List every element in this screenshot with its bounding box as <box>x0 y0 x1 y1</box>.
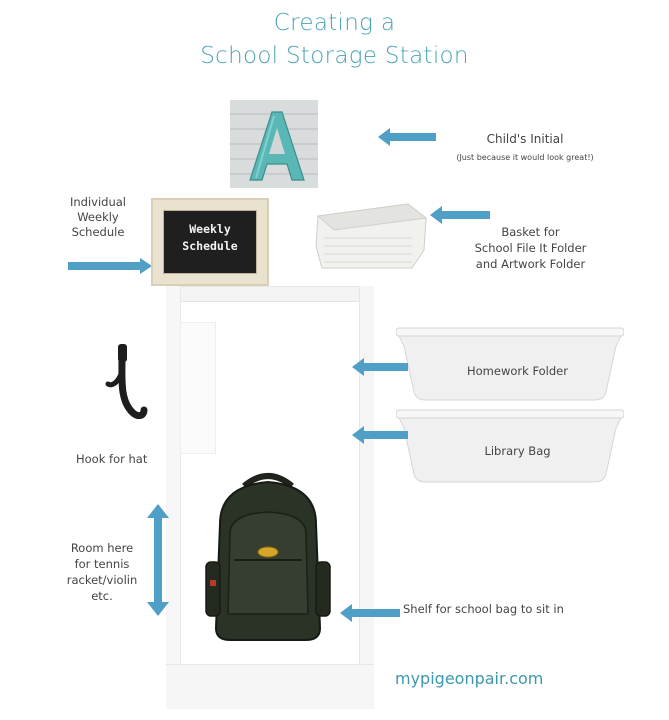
schedule-label <box>58 195 138 240</box>
chalkboard-line-1: Weekly <box>189 222 231 236</box>
chalkboard-text <box>164 221 256 255</box>
library-label: Library Bag <box>484 444 551 458</box>
initial-letter-image <box>230 100 318 188</box>
chalkboard-surface <box>163 210 257 274</box>
brand-watermark: mypigeonpair.com <box>395 669 544 688</box>
room-label-line-3: racket/violin <box>66 573 138 587</box>
room-label-line-2: for tennis <box>74 557 130 571</box>
arrow-library-icon <box>352 426 408 444</box>
hook-label: Hook for hat <box>76 452 148 466</box>
arrow-basket-icon <box>430 206 490 224</box>
title-line-2: School Storage Station <box>200 43 469 69</box>
basket-label-line-3: and Artwork Folder <box>475 257 586 271</box>
basket-label-line-1: Basket for <box>501 225 560 239</box>
wall-hook-image <box>100 340 150 426</box>
initial-label: Child's Initial <box>486 132 564 146</box>
schedule-label-line-3: Schedule <box>71 225 125 239</box>
arrow-schedule-icon <box>68 258 152 274</box>
shelf-label: Shelf for school bag to sit in <box>403 602 564 616</box>
title-line-1: Creating a <box>273 10 396 36</box>
weekly-schedule-chalkboard <box>151 198 269 286</box>
school-bag-image <box>200 464 336 644</box>
initial-note: (Just because it would look great!) <box>456 153 594 162</box>
basket-label-line-2: School File It Folder <box>474 241 587 255</box>
room-label-line-4: etc. <box>91 589 113 603</box>
chalkboard-line-2: Schedule <box>182 239 238 253</box>
basket-image <box>312 194 432 274</box>
arrow-homework-icon <box>352 358 408 376</box>
homework-tray-image <box>396 322 624 402</box>
arrow-shelf-icon <box>340 604 400 622</box>
basket-label <box>448 224 613 272</box>
room-label-line-1: Room here <box>70 541 134 555</box>
homework-label: Homework Folder <box>467 364 568 378</box>
letter-a-graphic <box>230 100 318 188</box>
schedule-label-line-2: Weekly <box>77 210 119 224</box>
double-arrow-icon <box>147 504 169 616</box>
schedule-label-line-1: Individual <box>69 195 126 209</box>
room-label <box>62 540 142 604</box>
